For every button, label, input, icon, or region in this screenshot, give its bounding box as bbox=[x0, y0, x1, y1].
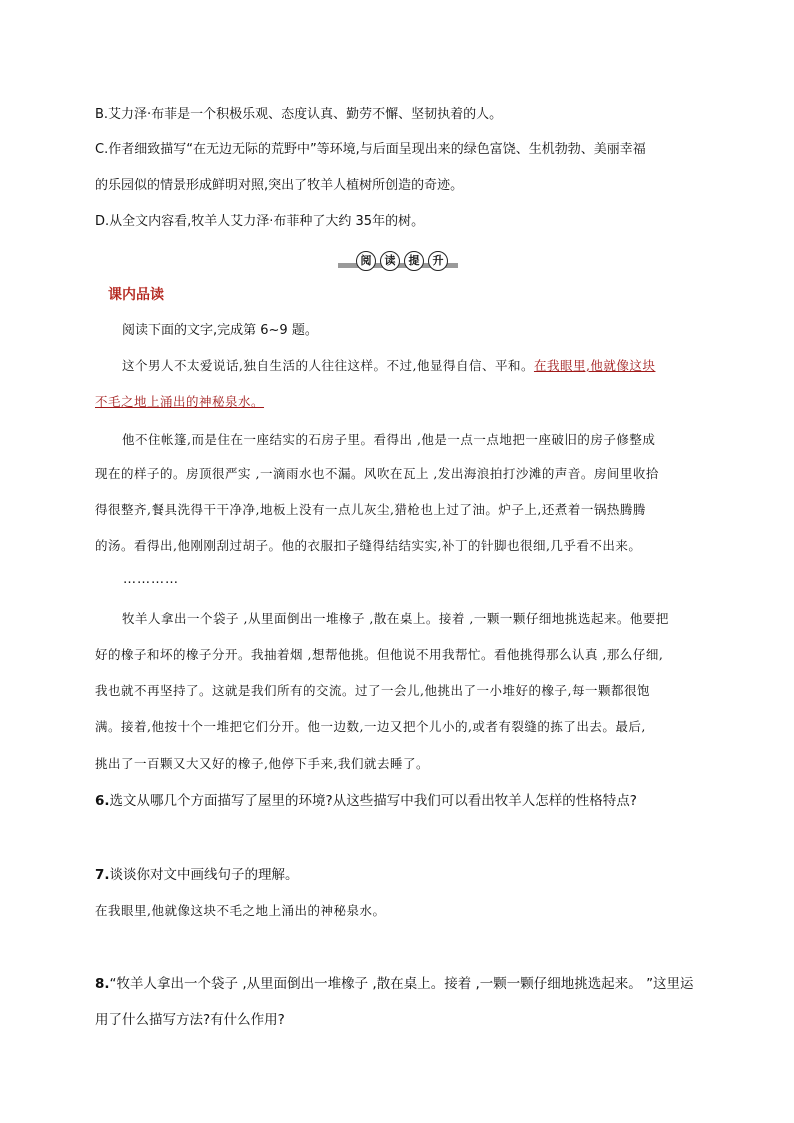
option-b: B.艾力泽·布菲是一个积极乐观、态度认真、勤劳不懈、坚韧执着的人。 bbox=[95, 107, 503, 122]
passage-p1-line1 bbox=[122, 357, 655, 375]
reading-upgrade-banner bbox=[338, 251, 458, 273]
passage-p3-line3: 我也就不再坚持了。这就是我们所有的交流。过了一会儿,他挑出了一小堆好的橡子,每一颗都很饱 bbox=[95, 683, 650, 698]
banner-char: 读 bbox=[380, 251, 400, 271]
passage-p3-line5: 挑出了一百颗又大又好的橡子,他停下手来,我们就去睡了。 bbox=[95, 756, 429, 771]
question-6 bbox=[95, 792, 637, 810]
passage-p2-line3: 得很整齐,餐具洗得干干净净,地板上没有一点儿灰尘,猎枪也上过了油。炉子上,还煮着一锅热腾腾 bbox=[95, 502, 646, 517]
section-title: 课内品读 bbox=[108, 287, 164, 303]
underlined-sentence-part1: 在我眼里,他就像这块 bbox=[533, 358, 656, 373]
banner-char: 提 bbox=[404, 251, 424, 271]
instruction: 阅读下面的文字,完成第 6~9 题。 bbox=[122, 323, 318, 338]
question-text: 谈谈你对文中画线句子的理解。 bbox=[109, 867, 299, 883]
question-7-quote: 在我眼里,他就像这块不毛之地上涌出的神秘泉水。 bbox=[95, 903, 386, 918]
question-7 bbox=[95, 866, 299, 884]
ellipsis: ………… bbox=[123, 572, 179, 587]
question-number: 7. bbox=[95, 867, 110, 883]
passage-p2-line2: 现在的样子的。房顶很严实 ,一滴雨水也不漏。风吹在瓦上 ,发出海浪拍打沙滩的声音。房间里收拾 bbox=[95, 466, 659, 481]
banner-char: 阅 bbox=[356, 251, 376, 271]
option-c-line1: C.作者细致描写“在无边无际的荒野中”等环境,与后面呈现出来的绿色富饶、生机勃勃、美丽幸福 bbox=[95, 142, 646, 157]
passage-p1-text: 这个男人不太爱说话,独自生活的人往往这样。不过,他显得自信、平和。 bbox=[122, 358, 534, 373]
question-8-line2: 用了什么描写方法?有什么作用? bbox=[95, 1012, 285, 1028]
question-text: 选文从哪几个方面描写了屋里的环境?从这些描写中我们可以看出牧羊人怎样的性格特点? bbox=[109, 793, 637, 809]
banner-char: 升 bbox=[428, 251, 448, 271]
passage-p2-line4: 的汤。看得出,他刚刚刮过胡子。他的衣服扣子缝得结结实实,补丁的针脚也很细,几乎看不出来。 bbox=[95, 538, 642, 553]
question-text: “牧羊人拿出一个袋子 ,从里面倒出一堆橡子 ,散在桌上。接着 ,一颗一颗仔细地挑选起来。 ”这里运 bbox=[109, 976, 694, 992]
passage-p3-line4: 满。接着,他按十个一堆把它们分开。他一边数,一边又把个儿小的,或者有裂缝的拣了出去。最后, bbox=[95, 719, 646, 734]
option-d: D.从全文内容看,牧羊人艾力泽·布菲种了大约 35年的树。 bbox=[95, 214, 425, 229]
question-number: 6. bbox=[95, 793, 110, 809]
option-c-line2: 的乐园似的情景形成鲜明对照,突出了牧羊人植树所创造的奇迹。 bbox=[95, 178, 464, 193]
question-number: 8. bbox=[95, 976, 110, 992]
passage-p3-line2: 好的橡子和坏的橡子分开。我抽着烟 ,想帮他挑。但他说不用我帮忙。看他挑得那么认真 ,那么仔细, bbox=[95, 647, 664, 662]
underlined-sentence-part2: 不毛之地上涌出的神秘泉水。 bbox=[95, 394, 265, 409]
passage-p2-line1: 他不住帐篷,而是住在一座结实的石房子里。看得出 ,他是一点一点地把一座破旧的房子修整成 bbox=[122, 432, 656, 447]
passage-p3-line1: 牧羊人拿出一个袋子 ,从里面倒出一堆橡子 ,散在桌上。接着 ,一颗一颗仔细地挑选起来。他要把 bbox=[122, 611, 669, 626]
question-8-line1 bbox=[95, 975, 694, 993]
passage-p1-line2 bbox=[95, 393, 264, 411]
